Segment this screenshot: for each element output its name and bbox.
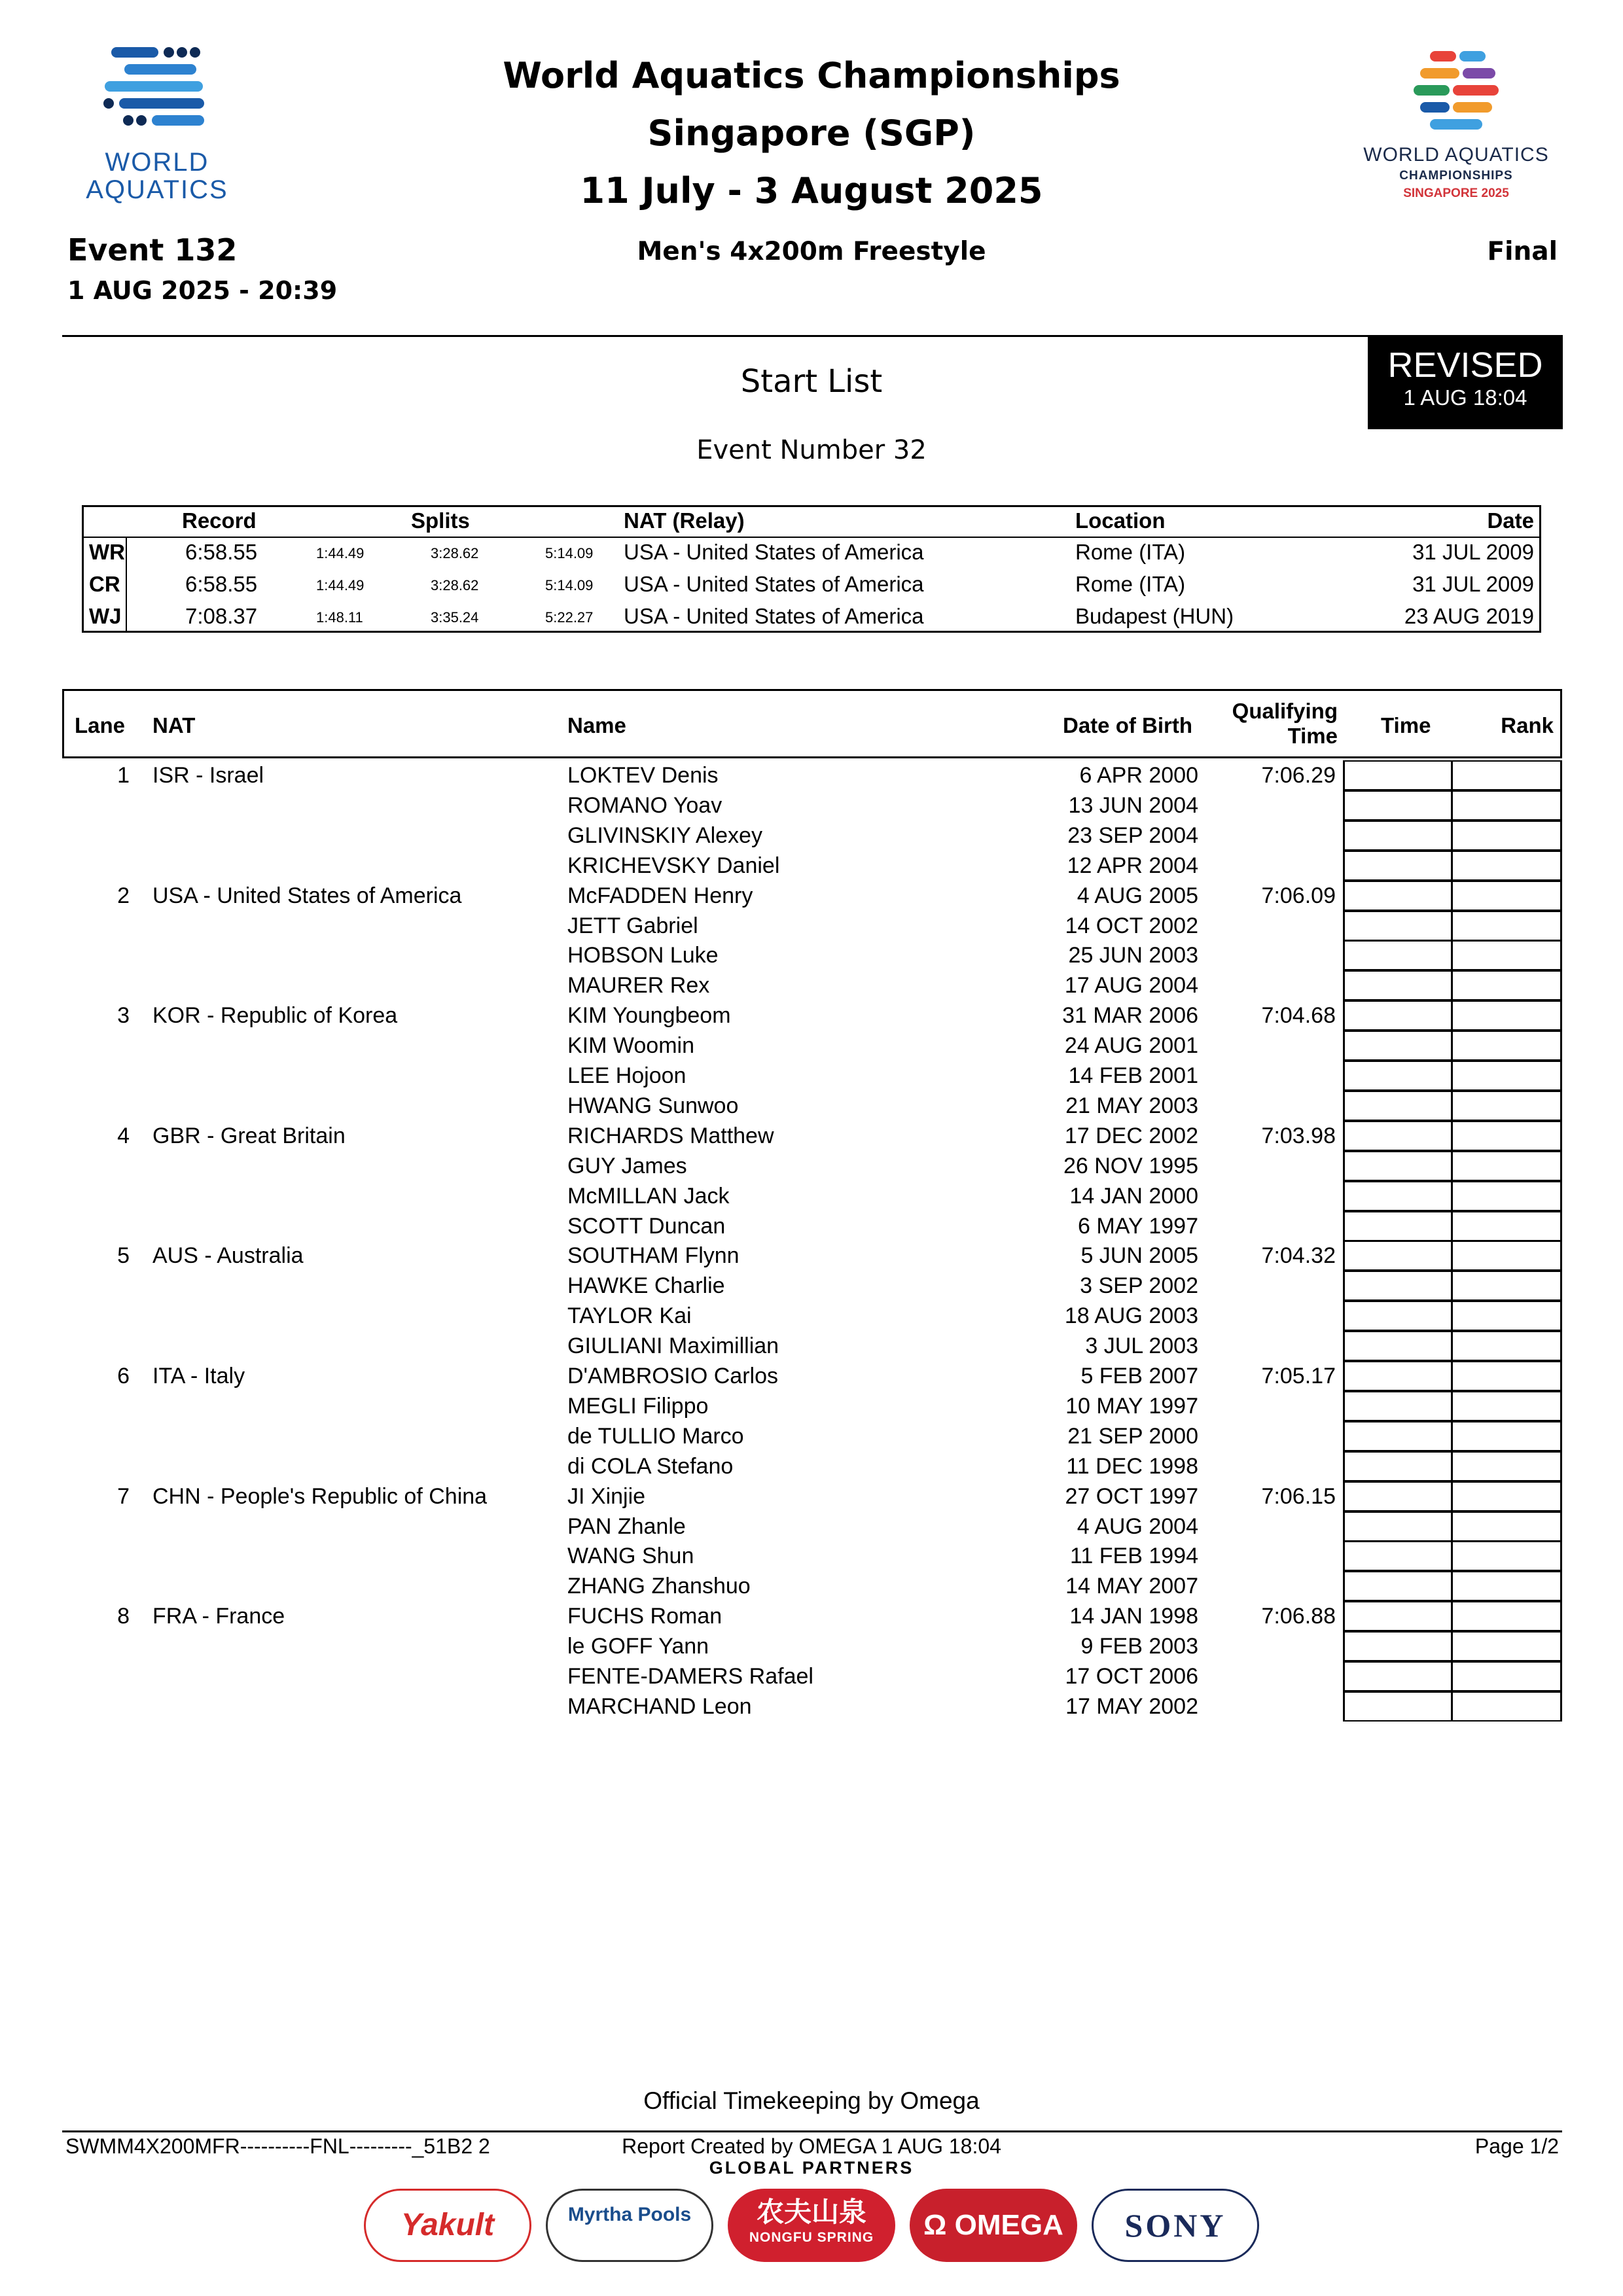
records-header-date: Date [1487, 508, 1534, 533]
time-box [1343, 940, 1453, 970]
time-box [1343, 911, 1453, 941]
swimmer-name: McFADDEN Henry [567, 883, 753, 908]
rank-box [1451, 1331, 1562, 1361]
team-nat: GBR - Great Britain [152, 1123, 346, 1148]
start-list-row [0, 1391, 1623, 1421]
date-of-birth: 17 OCT 2006 [1065, 1664, 1198, 1689]
swimmer-name: di COLA Stefano [567, 1453, 734, 1479]
start-list-row [0, 1301, 1623, 1331]
header-qualifying: Qualifying [1232, 699, 1338, 723]
date-of-birth: 9 FEB 2003 [1080, 1634, 1198, 1659]
rank-box [1451, 1541, 1562, 1571]
date-of-birth: 24 AUG 2001 [1064, 1033, 1198, 1059]
start-list-row [0, 1031, 1623, 1061]
start-list-row [0, 1061, 1623, 1091]
team-nat: USA - United States of America [152, 883, 462, 908]
swimmer-name: MARCHAND Leon [567, 1693, 752, 1719]
rank-box [1451, 760, 1562, 790]
time-box [1343, 1481, 1453, 1511]
swimmer-name: LEE Hojoon [567, 1063, 687, 1088]
time-box [1343, 1571, 1453, 1601]
start-list-row [0, 1211, 1623, 1241]
start-list-row [0, 1631, 1623, 1661]
swimmer-name: HAWKE Charlie [567, 1273, 725, 1299]
championship-title [419, 47, 1204, 220]
start-list-row [0, 1271, 1623, 1301]
nongfu-chinese: 农夫山泉 [756, 2197, 866, 2227]
rank-box [1451, 1661, 1562, 1691]
rank-box [1451, 1211, 1562, 1241]
time-box [1343, 821, 1453, 851]
date-of-birth: 21 MAY 2003 [1065, 1093, 1198, 1118]
date-of-birth: 23 SEP 2004 [1067, 822, 1198, 848]
swimmer-name: ZHANG Zhanshuo [567, 1574, 751, 1599]
world-aquatics-logo [65, 46, 249, 203]
qualifying-time: 7:06.29 [1261, 763, 1336, 788]
time-box [1343, 1121, 1453, 1151]
time-box [1343, 1511, 1453, 1542]
date-of-birth: 3 SEP 2002 [1080, 1273, 1198, 1299]
rank-box [1451, 881, 1562, 911]
date-of-birth: 21 SEP 2000 [1067, 1423, 1198, 1449]
record-date: 23 AUG 2019 [1404, 604, 1534, 628]
time-box [1343, 1301, 1453, 1331]
footer-divider [62, 2130, 1562, 2132]
time-box [1343, 1601, 1453, 1631]
page-number: Page 1/2 [1474, 2134, 1559, 2158]
title-line3: 11 July - 3 August 2025 [580, 170, 1043, 211]
rank-box [1451, 1241, 1562, 1271]
swimmer-name: KRICHEVSKY Daniel [567, 853, 780, 878]
time-box [1343, 1361, 1453, 1391]
lane-number: 4 [117, 1123, 130, 1148]
swimmer-name: ROMANO Yoav [567, 792, 722, 818]
start-list-row [0, 851, 1623, 881]
swimmer-name: WANG Shun [567, 1544, 694, 1569]
time-box [1343, 1331, 1453, 1361]
header-name: Name [567, 713, 626, 737]
time-box [1343, 760, 1453, 790]
start-list-row [0, 1541, 1623, 1571]
partner-myrtha-logo: Myrtha Pools [546, 2189, 713, 2262]
header-rank: Rank [1501, 713, 1554, 737]
swimmer-name: RICHARDS Matthew [567, 1123, 774, 1148]
header-dob: Date of Birth [1063, 713, 1192, 737]
start-list-header [62, 689, 1562, 758]
start-list-row [0, 1571, 1623, 1601]
lane-number: 6 [117, 1364, 130, 1388]
date-of-birth: 6 APR 2000 [1079, 763, 1198, 788]
championships-logo [1348, 46, 1564, 209]
team-nat: ITA - Italy [152, 1364, 245, 1388]
rank-box [1451, 1301, 1562, 1331]
time-box [1343, 1451, 1453, 1481]
swimmer-name: McMILLAN Jack [567, 1183, 730, 1209]
start-list-row [0, 1181, 1623, 1211]
header-divider [62, 335, 1561, 337]
swimmer-name: KIM Woomin [567, 1033, 694, 1059]
team-nat: CHN - People's Republic of China [152, 1483, 488, 1509]
event-number: Event 132 [67, 232, 238, 268]
rank-box [1451, 851, 1562, 881]
date-of-birth: 25 JUN 2003 [1068, 943, 1198, 968]
rank-box [1451, 970, 1562, 1000]
time-box [1343, 851, 1453, 881]
title-line2: Singapore (SGP) [647, 113, 976, 154]
record-nat: USA - United States of America [624, 604, 924, 628]
record-time: 6:58.55 [185, 540, 258, 564]
team-nat: AUS - Australia [152, 1243, 304, 1269]
qualifying-time: 7:06.15 [1261, 1483, 1336, 1509]
start-list-row [0, 970, 1623, 1000]
start-list-row [0, 1361, 1623, 1391]
swimmer-name: HOBSON Luke [567, 943, 719, 968]
record-location: Budapest (HUN) [1075, 604, 1234, 628]
time-box [1343, 1000, 1453, 1031]
time-box [1343, 1691, 1453, 1722]
time-box [1343, 1151, 1453, 1181]
date-of-birth: 12 APR 2004 [1067, 853, 1198, 878]
records-header-location: Location [1075, 508, 1166, 533]
date-of-birth: 17 AUG 2004 [1064, 973, 1198, 998]
date-of-birth: 18 AUG 2003 [1064, 1303, 1198, 1329]
swimmer-name: HWANG Sunwoo [567, 1093, 739, 1118]
date-of-birth: 11 DEC 1998 [1066, 1453, 1198, 1479]
time-box [1343, 1631, 1453, 1661]
timekeeping-note: Official Timekeeping by Omega [643, 2087, 980, 2114]
start-list-row [0, 1241, 1623, 1271]
swimmer-name: KIM Youngbeom [567, 1003, 731, 1029]
swimmer-name: MAURER Rex [567, 973, 710, 998]
swimmer-name: JETT Gabriel [567, 913, 698, 938]
start-list-row [0, 1511, 1623, 1542]
record-split-1: 1:44.49 [316, 577, 365, 593]
time-box [1343, 1061, 1453, 1091]
partner-omega-logo: Ω OMEGA [910, 2189, 1077, 2262]
swimmer-name: JI Xinjie [567, 1483, 646, 1509]
qualifying-time: 7:06.09 [1261, 883, 1336, 908]
rank-box [1451, 940, 1562, 970]
header-nat: NAT [152, 713, 196, 737]
time-box [1343, 1391, 1453, 1421]
record-split-2: 3:28.62 [431, 545, 479, 561]
date-of-birth: 17 MAY 2002 [1065, 1693, 1198, 1719]
champ-line1: WORLD AQUATICS [1363, 144, 1549, 166]
start-list-row [0, 1091, 1623, 1121]
start-list-row [0, 1691, 1623, 1722]
team-nat: FRA - France [152, 1604, 285, 1629]
rank-box [1451, 1091, 1562, 1121]
date-of-birth: 27 OCT 1997 [1065, 1483, 1198, 1509]
record-row [84, 537, 1539, 570]
swimmer-name: de TULLIO Marco [567, 1423, 744, 1449]
record-code: WR [89, 540, 125, 564]
record-date: 31 JUL 2009 [1412, 540, 1534, 564]
start-list-row [0, 1481, 1623, 1511]
event-name: Men's 4x200m Freestyle [637, 237, 986, 266]
partner-nongfu-logo [728, 2189, 895, 2262]
records-header-nat: NAT (Relay) [624, 508, 745, 533]
start-list-row [0, 1151, 1623, 1181]
rank-box [1451, 1151, 1562, 1181]
time-box [1343, 1541, 1453, 1571]
team-nat: ISR - Israel [152, 763, 264, 788]
record-date: 31 JUL 2009 [1412, 572, 1534, 596]
lane-number: 2 [117, 883, 130, 908]
champ-line3: SINGAPORE 2025 [1403, 186, 1509, 200]
start-list-row [0, 911, 1623, 941]
nongfu-latin: NONGFU SPRING [749, 2230, 874, 2245]
record-split-2: 3:28.62 [431, 577, 479, 593]
rank-box [1451, 790, 1562, 821]
record-nat: USA - United States of America [624, 572, 924, 596]
swimmer-name: le GOFF Yann [567, 1634, 709, 1659]
record-code: WJ [89, 604, 122, 628]
date-of-birth: 5 FEB 2007 [1080, 1364, 1198, 1388]
start-list-row [0, 1000, 1623, 1031]
time-box [1343, 1271, 1453, 1301]
start-list-row [0, 790, 1623, 821]
champ-line2: CHAMPIONSHIPS [1399, 169, 1513, 183]
lane-number: 8 [117, 1604, 130, 1629]
date-of-birth: 14 JAN 1998 [1069, 1604, 1198, 1629]
record-split-1: 1:44.49 [316, 545, 365, 561]
swimmer-name: GUY James [567, 1153, 687, 1178]
time-box [1343, 1031, 1453, 1061]
time-box [1343, 1181, 1453, 1211]
swimmer-name: MEGLI Filippo [567, 1393, 709, 1419]
time-box [1343, 1661, 1453, 1691]
rank-box [1451, 821, 1562, 851]
start-list-row [0, 1451, 1623, 1481]
record-location: Rome (ITA) [1075, 540, 1186, 564]
time-box [1343, 1241, 1453, 1271]
event-phase: Final [1487, 237, 1558, 266]
title-line1: World Aquatics Championships [503, 55, 1120, 96]
rank-box [1451, 911, 1562, 941]
rank-box [1451, 1421, 1562, 1451]
record-split-1: 1:48.11 [316, 609, 363, 626]
lane-number: 7 [117, 1483, 130, 1509]
date-of-birth: 14 FEB 2001 [1068, 1063, 1198, 1088]
world-aquatics-waves-icon [65, 46, 249, 144]
qualifying-time: 7:06.88 [1261, 1604, 1336, 1629]
date-of-birth: 14 OCT 2002 [1065, 913, 1198, 938]
rank-box [1451, 1571, 1562, 1601]
swimmer-name: PAN Zhanle [567, 1513, 686, 1539]
record-split-2: 3:35.24 [431, 609, 479, 626]
start-list-row [0, 1331, 1623, 1361]
start-list-row [0, 940, 1623, 970]
date-of-birth: 4 AUG 2004 [1077, 1513, 1198, 1539]
date-of-birth: 5 JUN 2005 [1080, 1243, 1198, 1269]
partner-yakult-logo: Yakult [364, 2189, 531, 2262]
record-split-3: 5:14.09 [545, 545, 594, 561]
header-lane: Lane [75, 713, 126, 737]
swimmer-name: FUCHS Roman [567, 1604, 722, 1629]
time-box [1343, 881, 1453, 911]
start-list-row [0, 760, 1623, 790]
date-of-birth: 31 MAR 2006 [1062, 1003, 1198, 1029]
rank-box [1451, 1631, 1562, 1661]
org-line1: WORLD [105, 148, 209, 177]
time-box [1343, 1421, 1453, 1451]
qualifying-time: 7:04.32 [1261, 1243, 1336, 1269]
start-list-row [0, 881, 1623, 911]
record-code: CR [89, 572, 120, 596]
header-time: Time [1381, 713, 1431, 737]
date-of-birth: 26 NOV 1995 [1063, 1153, 1198, 1178]
org-line2: AQUATICS [86, 175, 228, 204]
record-nat: USA - United States of America [624, 540, 924, 564]
event-number-line: Event Number 32 [696, 435, 927, 465]
record-row [84, 569, 1539, 602]
rank-box [1451, 1181, 1562, 1211]
header-qualifying-time: Time [1287, 724, 1338, 748]
rank-box [1451, 1361, 1562, 1391]
time-box [1343, 1211, 1453, 1241]
record-split-3: 5:14.09 [545, 577, 594, 593]
swimmer-name: FENTE-DAMERS Rafael [567, 1664, 813, 1689]
report-created: Report Created by OMEGA 1 AUG 18:04 [622, 2134, 1001, 2158]
record-time: 7:08.37 [185, 604, 258, 628]
doc-code: SWMM4X200MFR----------FNL---------_51B2 2 [65, 2134, 490, 2158]
date-of-birth: 13 JUN 2004 [1068, 792, 1198, 818]
record-row [84, 601, 1539, 634]
date-of-birth: 14 MAY 2007 [1065, 1574, 1198, 1599]
qualifying-time: 7:04.68 [1261, 1003, 1336, 1029]
rank-box [1451, 1601, 1562, 1631]
swimmer-name: SCOTT Duncan [567, 1213, 726, 1239]
date-of-birth: 10 MAY 1997 [1065, 1393, 1198, 1419]
date-of-birth: 14 JAN 2000 [1069, 1183, 1198, 1209]
revised-label: REVISED [1387, 345, 1543, 385]
swimmer-name: LOKTEV Denis [567, 763, 719, 788]
swimmer-name: TAYLOR Kai [567, 1303, 692, 1329]
date-of-birth: 6 MAY 1997 [1078, 1213, 1198, 1239]
championships-waves-icon [1348, 46, 1564, 137]
records-table [82, 505, 1541, 633]
qualifying-time: 7:03.98 [1261, 1123, 1336, 1148]
date-of-birth: 4 AUG 2005 [1077, 883, 1198, 908]
partners-label: GLOBAL PARTNERS [709, 2158, 914, 2178]
swimmer-name: D'AMBROSIO Carlos [567, 1364, 778, 1388]
revised-time: 1 AUG 18:04 [1403, 385, 1527, 410]
date-of-birth: 11 FEB 1994 [1070, 1544, 1198, 1569]
swimmer-name: SOUTHAM Flynn [567, 1243, 740, 1269]
rank-box [1451, 1691, 1562, 1722]
start-list-row [0, 1421, 1623, 1451]
record-time: 6:58.55 [185, 572, 258, 596]
time-box [1343, 1091, 1453, 1121]
qualifying-time: 7:05.17 [1261, 1364, 1336, 1388]
partner-sony-logo: SONY [1092, 2189, 1259, 2262]
rank-box [1451, 1511, 1562, 1542]
rank-box [1451, 1061, 1562, 1091]
date-of-birth: 3 JUL 2003 [1085, 1333, 1198, 1359]
rank-box [1451, 1271, 1562, 1301]
record-location: Rome (ITA) [1075, 572, 1186, 596]
lane-number: 3 [117, 1003, 130, 1029]
rank-box [1451, 1121, 1562, 1151]
revised-badge [1368, 335, 1563, 429]
start-list-row [0, 1121, 1623, 1151]
start-list-row [0, 821, 1623, 851]
swimmer-name: GIULIANI Maximillian [567, 1333, 779, 1359]
start-list-row [0, 1601, 1623, 1631]
rank-box [1451, 1391, 1562, 1421]
team-nat: KOR - Republic of Korea [152, 1003, 398, 1029]
lane-number: 1 [117, 763, 130, 788]
date-of-birth: 17 DEC 2002 [1064, 1123, 1198, 1148]
swimmer-name: GLIVINSKIY Alexey [567, 822, 762, 848]
records-header-record: Record [182, 508, 257, 533]
record-split-3: 5:22.27 [545, 609, 594, 626]
time-box [1343, 970, 1453, 1000]
event-datetime: 1 AUG 2025 - 20:39 [67, 276, 338, 305]
rank-box [1451, 1481, 1562, 1511]
rank-box [1451, 1451, 1562, 1481]
document-title: Start List [740, 363, 883, 400]
rank-box [1451, 1000, 1562, 1031]
records-header-splits: Splits [411, 508, 470, 533]
start-list-row [0, 1661, 1623, 1691]
time-box [1343, 790, 1453, 821]
lane-number: 5 [117, 1243, 130, 1269]
rank-box [1451, 1031, 1562, 1061]
